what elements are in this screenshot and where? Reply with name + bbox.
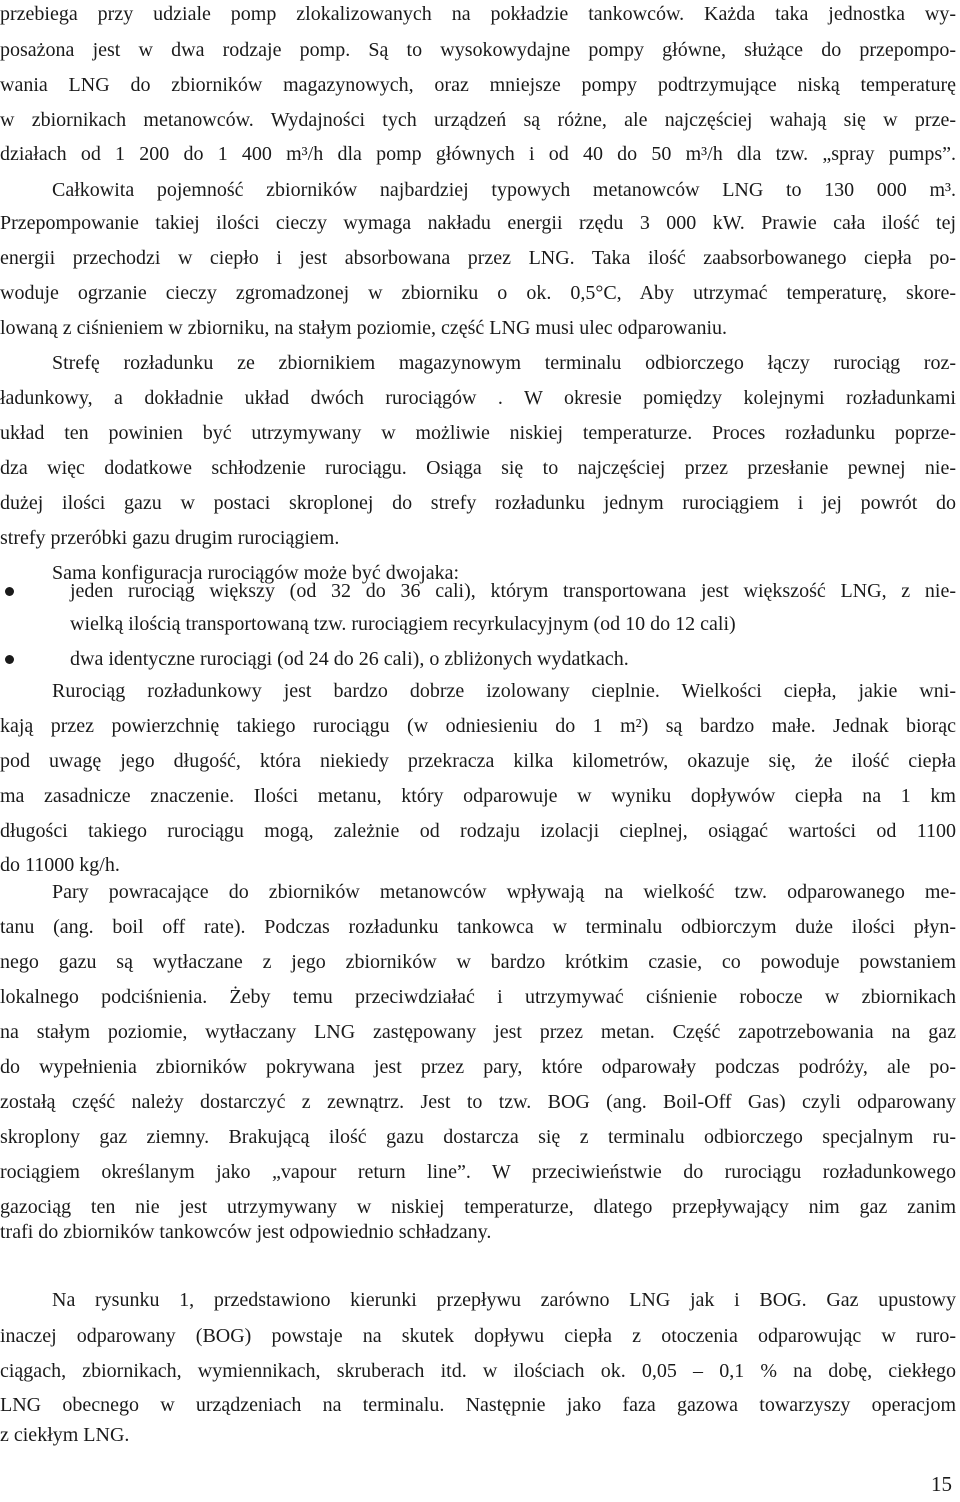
text-line: przebiega przy udziale pomp zlokalizowanych na pokładzie tankowców. Każda taka jednostka wy- [0, 3, 956, 25]
text-line: kają przez powierzchnię takiego rurociągu (w odniesieniu do 1 m²) są bardzo małe. Jednak biorąc [0, 715, 956, 737]
text-line: działach od 1 200 do 1 400 m³/h dla pomp głównych i od 40 do 50 m³/h dla tzw. „spray pumps”. [0, 143, 956, 165]
text-line: Przepompowanie takiej ilości cieczy wymaga nakładu energii rzędu 3 000 kW. Prawie cała ilość tej [0, 212, 956, 234]
text-line: ma zasadnicze znaczenie. Ilości metanu, który odparowuje w wyniku dopływów ciepła na 1 km [0, 785, 956, 807]
text-line: strefy przeróbki gazu drugim rurociągiem. [0, 527, 340, 549]
text-line: Rurociąg rozładunkowy jest bardzo dobrze izolowany cieplnie. Wielkości ciepła, jakie wni- [52, 680, 956, 702]
text-line: rociągiem określanym jako „vapour return line”. W przeciwieństwie do rurociągu rozładunkowego [0, 1161, 956, 1183]
text-line: długości takiego rurociągu mogą, zależnie od rodzaju izolacji cieplnej, osiągać wartości od 1100 [0, 820, 956, 842]
text-line: inaczej odparowany (BOG) powstaje na skutek dopływu ciepła z otoczenia odparowując w ruro- [0, 1325, 956, 1347]
text-line: w zbiornikach metanowców. Wydajności tych urządzeń są różne, ale najczęściej wahają się w prze- [0, 109, 956, 131]
text-line: nego gazu są wytłaczane z jego zbiorników w bardzo krótkim czasie, co powoduje powstaniem [0, 951, 956, 973]
list-item: jeden rurociąg większy (od 32 do 36 cali), którym transportowana jest większość LNG, z nie- [70, 580, 956, 602]
text-line: Sama konfiguracja rurociągów może być dwojaka: [52, 562, 460, 584]
bullet-icon [5, 587, 14, 596]
text-line: Pary powracające do zbiorników metanowców wpływają na wielkość tzw. odparowanego me- [52, 881, 956, 903]
text-line: woduje ogrzanie cieczy zgromadzonej w zbiorniku o ok. 0,5°C, Aby utrzymać temperaturę, skore- [0, 282, 956, 304]
text-line: lowaną z ciśnieniem w zbiorniku, na stałym poziomie, część LNG musi ulec odparowaniu. [0, 317, 728, 339]
text-line: energii przechodzi w ciepło i jest absorbowana przez LNG. Taka ilość zaabsorbowanego ciepła po- [0, 247, 956, 269]
list-item: dwa identyczne rurociągi (od 24 do 26 cali), o zbliżonych wydatkach. [70, 648, 629, 670]
text-line: z ciekłym LNG. [0, 1424, 130, 1446]
text-line: LNG obecnego w urządzeniach na terminalu. Następnie jako faza gazowa towarzyszy operacjom [0, 1394, 956, 1416]
page-number: 15 [931, 1472, 952, 1496]
text-line: na stałym poziomie, wytłaczany LNG zastępowany jest przez metan. Część zapotrzebowania na gaz [0, 1021, 956, 1043]
text-line: dużej ilości gazu w postaci skroplonej do strefy rozładunku jednym rurociągiem i jej powrót do [0, 492, 956, 514]
text-line: zostałą część należy dostarczyć z zewnątrz. Jest to tzw. BOG (ang. Boil-Off Gas) czyli odparowany [0, 1091, 956, 1113]
text-line: wania LNG do zbiorników magazynowych, oraz mniejsze pompy podtrzymujące niską temperaturę [0, 74, 956, 96]
text-line: posażona jest w dwa rodzaje pomp. Są to wysokowydajne pompy główne, służące do przepompo- [0, 39, 956, 61]
text-line: układ ten powinien być utrzymywany w możliwie niskiej temperaturze. Proces rozładunku poprze- [0, 422, 956, 444]
text-line: pod uwagę jego długość, która niekiedy przekracza kilka kilometrów, okazuje się, że ilość ciepła [0, 750, 956, 772]
text-line: Strefę rozładunku ze zbiornikiem magazynowym terminalu odbiorczego łączy rurociąg roz- [52, 352, 956, 374]
text-line: tanu (ang. boil off rate). Podczas rozładunku tankowca w terminalu odbiorczym duże ilości płyn- [0, 916, 956, 938]
text-line: ładunkowy, a dokładnie układ dwóch rurociągów . W okresie pomiędzy kolejnymi rozładunkami [0, 387, 956, 409]
text-line: skroplony gaz ziemny. Brakującą ilość gazu dostarcza się z terminalu odbiorczego specjalnym ru- [0, 1126, 956, 1148]
text-line: do wypełnienia zbiorników pokrywana jest przez pary, które odparowały podczas podróży, ale po- [0, 1056, 956, 1078]
bullet-icon [5, 655, 14, 664]
text-line: dza więc dodatkowe schłodzenie rurociągu. Osiąga się to najczęściej przez przesłanie pewnej nie- [0, 457, 956, 479]
text-line: gazociąg ten nie jest utrzymywany w niskiej temperaturze, dlatego przepływający nim gaz zanim [0, 1196, 956, 1218]
text-line: Całkowita pojemność zbiorników najbardziej typowych metanowców LNG to 130 000 m³. [52, 179, 956, 201]
text-line: ciągach, zbiornikach, wymiennikach, skruberach itd. w ilościach ok. 0,05 – 0,1 % na dobę, ciekłego [0, 1360, 956, 1382]
text-line: Na rysunku 1, przedstawiono kierunki przepływu zarówno LNG jak i BOG. Gaz upustowy [52, 1289, 956, 1311]
list-item: wielką ilością transportowaną tzw. rurociągiem recyrkulacyjnym (od 10 do 12 cali) [70, 613, 736, 635]
text-line: lokalnego podciśnienia. Żeby temu przeciwdziałać i utrzymywać ciśnienie robocze w zbiornikach [0, 986, 956, 1008]
text-line: do 11000 kg/h. [0, 854, 120, 876]
text-line: trafi do zbiorników tankowców jest odpowiednio schładzany. [0, 1221, 492, 1243]
